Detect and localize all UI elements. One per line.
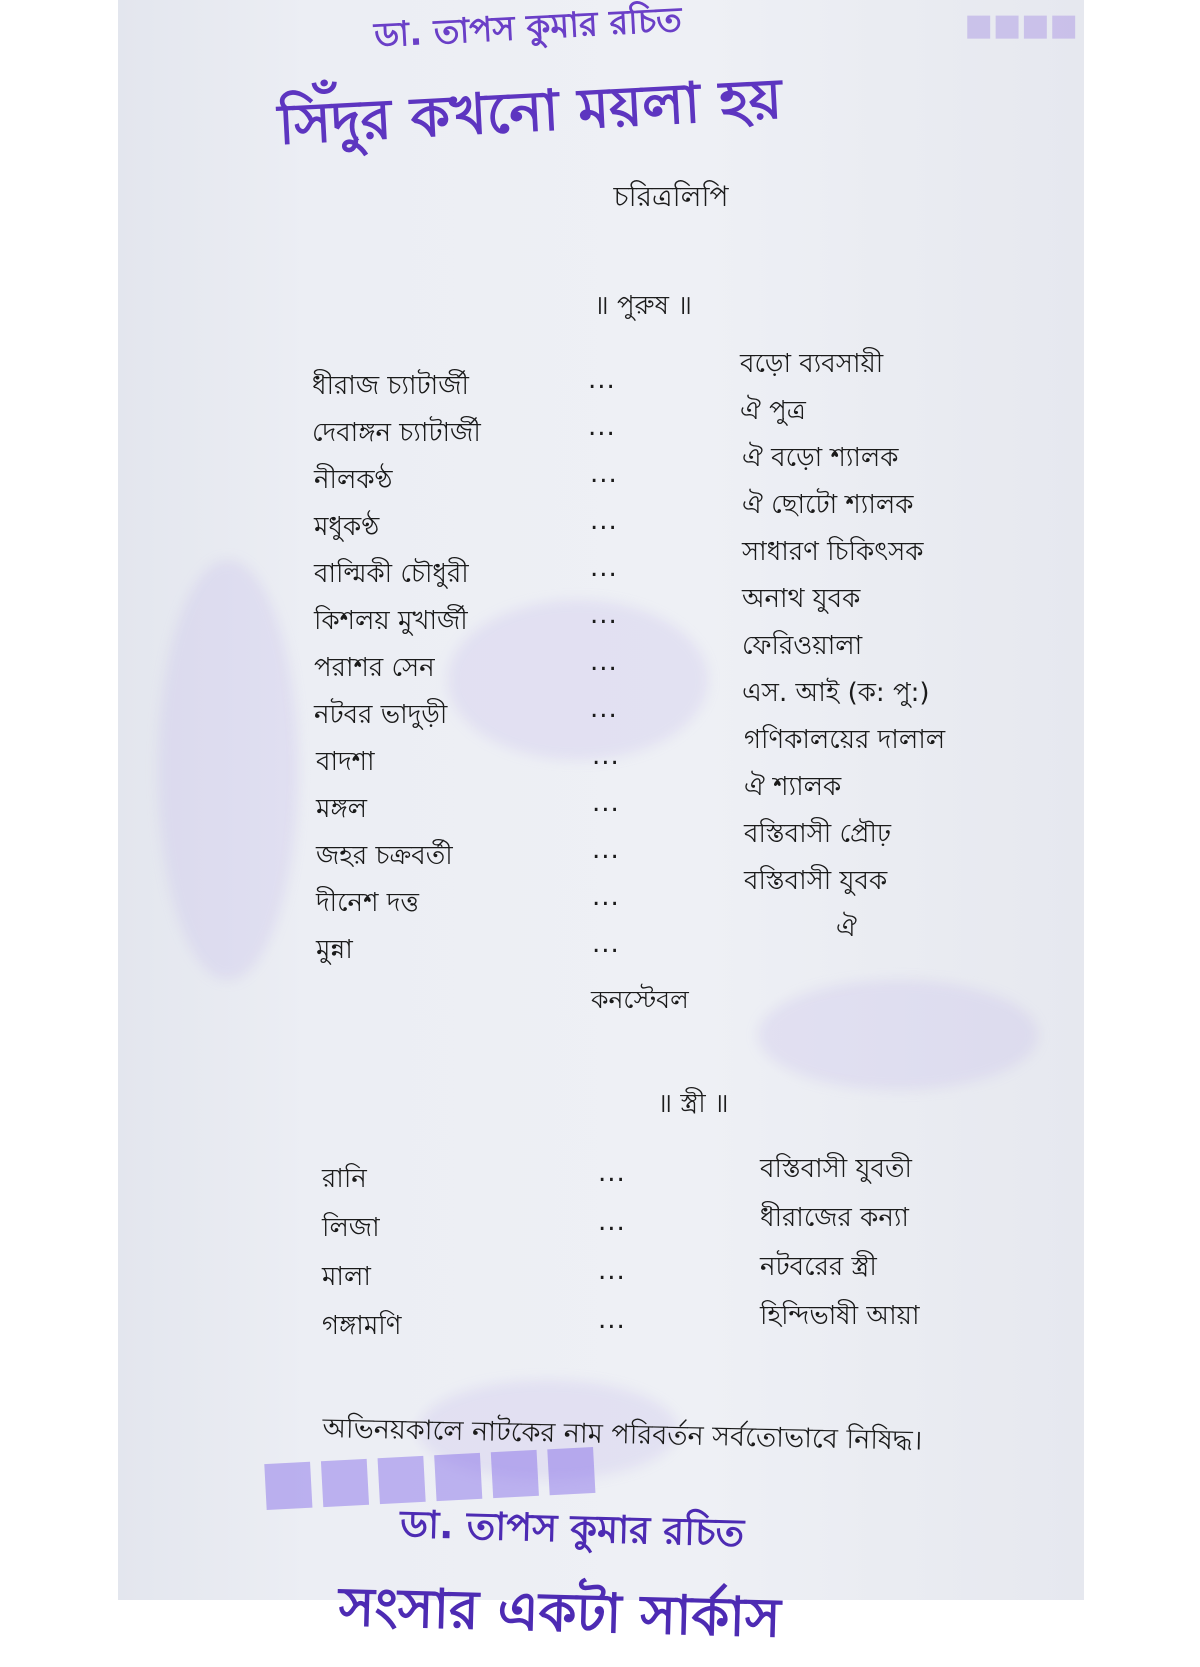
cast-role: গণিকালয়ের দালাল <box>744 725 946 755</box>
cast-separator: ... <box>592 882 620 912</box>
cast-role: ঐ ছোটো শ্যালক <box>742 490 914 520</box>
cast-separator: ... <box>590 600 618 630</box>
ink-smudge <box>448 600 708 760</box>
cast-role: অনাথ যুবক <box>742 584 861 614</box>
cast-name: পরাশর সেন <box>314 653 435 683</box>
faded-stamp-bottom: ■■■■■■ <box>258 1430 602 1518</box>
ink-smudge <box>158 560 298 980</box>
cast-role: ফেরিওয়ালা <box>742 631 863 661</box>
cast-role: এস. আই (ক: পু:) <box>742 678 930 708</box>
footer-title-stamp: সংসার একটা সার্কাস <box>338 1574 782 1650</box>
cast-role: ধীরাজের কন্যা <box>760 1203 909 1233</box>
book-page <box>118 0 1084 1650</box>
cast-role: ঐ শ্যালক <box>744 772 842 802</box>
cast-role: হিন্দিভাষী আয়া <box>760 1301 920 1331</box>
cast-separator: ... <box>590 459 618 489</box>
cast-role: সাধারণ চিকিৎসক <box>742 537 924 567</box>
cast-separator: ... <box>592 929 620 959</box>
faded-stamp-top-right: ■■■■ <box>964 8 1078 43</box>
header-title-stamp: সিঁদুর কখনো ময়লা হয় <box>276 66 784 158</box>
cast-role: বস্তিবাসী যুবতী <box>760 1154 912 1184</box>
cast-name: দেবাঙ্গন চ্যাটার্জী <box>312 418 481 448</box>
cast-name: রানি <box>322 1164 367 1194</box>
cast-role: বস্তিবাসী যুবক <box>744 866 888 896</box>
male-section-heading: ॥ পুরুষ ॥ <box>594 291 692 321</box>
cast-separator: ... <box>592 788 620 818</box>
cast-separator: ... <box>598 1158 626 1188</box>
ink-smudge <box>758 980 1038 1090</box>
constable-label: কনস্টেবল <box>591 985 689 1014</box>
cast-name: জহর চক্রবর্তী <box>316 841 453 871</box>
cast-name: নটবর ভাদুড়ী <box>314 700 448 730</box>
cast-separator: ... <box>590 647 618 677</box>
footer-author-stamp: ডা. তাপস কুমার রচিত <box>399 1501 745 1555</box>
female-section-heading: ॥ স্ত্রী ॥ <box>657 1089 729 1119</box>
cast-separator: ... <box>598 1305 626 1335</box>
cast-separator: ... <box>598 1207 626 1237</box>
cast-separator: ... <box>592 741 620 771</box>
cast-name: মধুকণ্ঠ <box>314 512 380 542</box>
cast-name: গঙ্গামণি <box>322 1311 402 1341</box>
cast-role: বড়ো ব্যবসায়ী <box>740 349 884 379</box>
header-author-stamp: ডা. তাপস কুমার রচিত <box>373 0 683 56</box>
cast-name: মুন্না <box>316 935 353 965</box>
cast-separator: ... <box>590 694 618 724</box>
page-title: চরিত্রলিপি <box>613 180 729 213</box>
cast-separator: ... <box>598 1256 626 1286</box>
cast-name: মালা <box>322 1262 371 1292</box>
cast-separator: ... <box>592 835 620 865</box>
cast-name: বাদশা <box>316 747 375 777</box>
cast-separator: ... <box>590 506 618 536</box>
cast-role: নটবরের স্ত্রী <box>760 1252 877 1282</box>
cast-name: কিশলয় মুখার্জী <box>314 606 468 636</box>
cast-name: বাল্মিকী চৌধুরী <box>314 559 469 589</box>
cast-role: বস্তিবাসী প্রৌঢ় <box>744 819 892 849</box>
cast-role: ঐ বড়ো শ্যালক <box>742 443 899 473</box>
cast-role: ঐ <box>836 913 857 943</box>
cast-role: ঐ পুত্র <box>740 396 806 426</box>
cast-name: লিজা <box>322 1213 380 1243</box>
cast-name: মঙ্গল <box>316 794 368 824</box>
cast-name: নীলকণ্ঠ <box>314 465 393 495</box>
performance-notice: অভিনয়কালে নাটকের নাম পরিবর্তন সর্বতোভাবে নিষিদ্ধ। <box>322 1412 923 1457</box>
cast-separator: ... <box>590 553 618 583</box>
cast-separator: ... <box>588 365 616 395</box>
cast-separator: ... <box>588 412 616 442</box>
cast-name: দীনেশ দত্ত <box>316 888 419 918</box>
cast-name: ধীরাজ চ্যাটার্জী <box>312 371 469 401</box>
